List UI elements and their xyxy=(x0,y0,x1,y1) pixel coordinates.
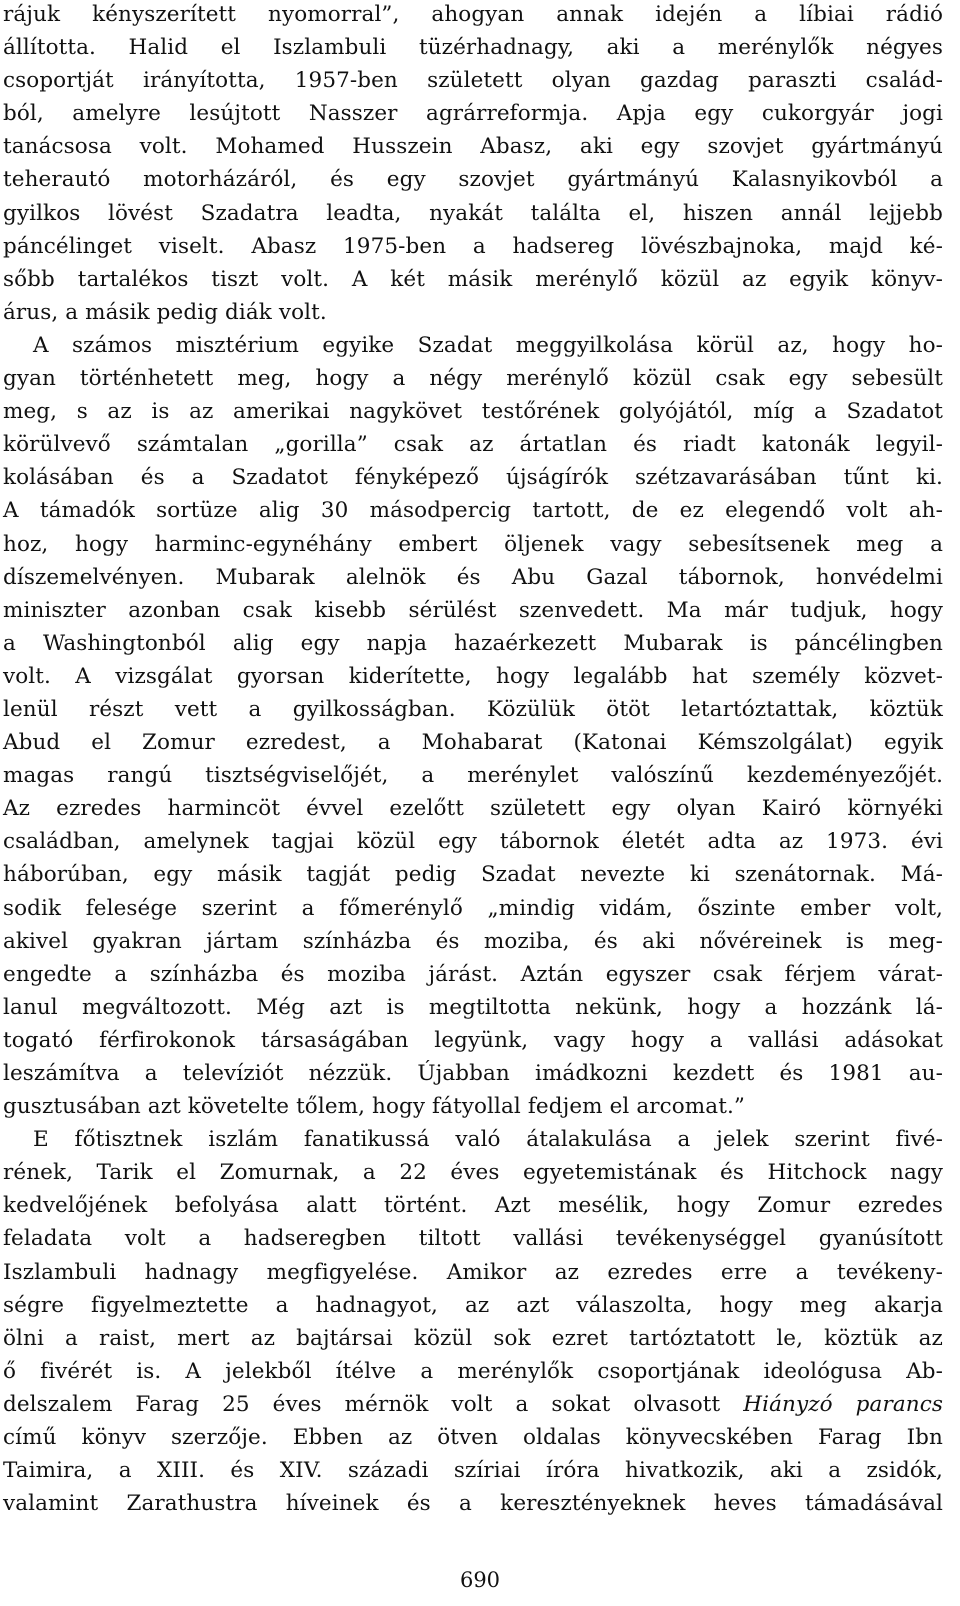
line-text: leszámítva a televíziót nézzük. Újabban imádkozni kezdett és 1981 au- xyxy=(3,1061,943,1086)
body-text xyxy=(3,0,943,1520)
text-line xyxy=(3,1454,943,1487)
text-line xyxy=(3,594,943,627)
text-line xyxy=(3,263,943,296)
page-number: 690 xyxy=(459,1568,501,1592)
text-line xyxy=(3,726,943,759)
text-line xyxy=(3,1123,943,1156)
line-text: lanul megváltozott. Még azt is megtiltotta nekünk, hogy a hozzánk lá- xyxy=(3,994,943,1020)
line-text: Az ezredes harmincöt évvel ezelőtt született egy olyan Kairó környéki xyxy=(3,796,943,822)
line-text: gyan történhetett meg, hogy a négy merénylő közül csak egy sebesült xyxy=(3,366,943,392)
text-line xyxy=(3,461,943,494)
text-line xyxy=(3,1487,943,1520)
line-text: togató férfirokonok társaságában legyünk, vagy hogy a vallási adásokat xyxy=(3,1027,943,1053)
line-text: akivel gyakran jártam színházba és moziba, és aki nővéreinek is meg- xyxy=(3,928,943,954)
line-text: teherautó motorházáról, és egy szovjet gyártmányú Kalasnyikovból a xyxy=(3,167,943,193)
line-text: című könyv szerzője. Ebben az ötven oldalas könyvecskében Farag Ibn xyxy=(3,1425,943,1451)
text-line xyxy=(3,1057,943,1090)
text-line xyxy=(3,97,943,130)
text-line xyxy=(3,1322,943,1355)
text-line xyxy=(3,1289,943,1322)
line-text: Abud el Zomur ezredest, a Mohabarat (Katonai Kémszolgálat) egyik xyxy=(3,730,943,756)
line-text: kolásában és a Szadatot fényképező újságírók szétzavarásában tűnt ki. xyxy=(3,465,943,491)
line-text: magas rangú tisztségviselőjét, a merénylet valószínű kezdeményezőjét. xyxy=(3,763,943,789)
text-line xyxy=(3,197,943,230)
line-text: engedte a színházba és moziba járást. Aztán egyszer csak férjem várat- xyxy=(3,961,943,987)
line-text: rájuk kényszerített nyomorral”, ahogyan annak idején a líbiai rádió xyxy=(3,2,943,27)
line-text: gusztusában azt követelte tőlem, hogy fátyollal fedjem el arcomat.” xyxy=(3,1094,745,1120)
line-text: delszalem Farag 25 éves mérnök volt a sokat olvasott xyxy=(3,1391,744,1417)
line-text: E főtisztnek iszlám fanatikussá való átalakulása a jelek szerint fivé- xyxy=(33,1127,943,1153)
text-line xyxy=(3,925,943,958)
italic-title: Hiányzó parancs xyxy=(743,1391,943,1417)
line-text: A számos misztérium egyike Szadat meggyilkolása körül az, hogy ho- xyxy=(33,332,943,358)
text-line xyxy=(3,627,943,660)
line-text: volt. A vizsgálat gyorsan kiderítette, hogy legalább hat személy közvet- xyxy=(3,663,943,689)
line-text: tanácsosa volt. Mohamed Husszein Abasz, aki egy szovjet gyártmányú xyxy=(3,134,943,160)
line-text: csoportját irányította, 1957-ben született olyan gazdag paraszti család- xyxy=(3,68,943,94)
line-text: ölni a raist, mert az bajtársai közül sok ezret tartóztatott le, köztük az xyxy=(3,1325,943,1351)
line-text: sőbb tartalékos tiszt volt. A két másik merénylő közül az egyik könyv- xyxy=(3,266,943,292)
text-line xyxy=(3,1421,943,1454)
text-line xyxy=(3,759,943,792)
line-text: meg, s az is az amerikai nagykövet testőrének golyójától, míg a Szadatot xyxy=(3,399,943,425)
text-line xyxy=(3,991,943,1024)
text-line xyxy=(3,296,943,329)
text-line xyxy=(3,660,943,693)
line-text: ő fivérét is. A jelekből ítélve a merénylők csoportjának ideológusa Ab- xyxy=(3,1358,943,1384)
line-text: feladata volt a hadseregben tiltott vallási tevékenységgel gyanúsított xyxy=(3,1226,943,1252)
text-line xyxy=(3,1156,943,1189)
line-text: miniszter azonban csak kisebb sérülést szenvedett. Ma már tudjuk, hogy xyxy=(3,597,943,623)
line-text: gyilkos lövést Szadatra leadta, nyakát találta el, hiszen annál lejjebb xyxy=(3,200,943,226)
line-text: lenül részt vett a gyilkosságban. Közülük ötöt letartóztattak, köztük xyxy=(3,696,943,722)
line-text: A támadók sortüze alig 30 másodpercig tartott, de ez elegendő volt ah- xyxy=(3,498,943,524)
line-text: valamint Zarathustra híveinek és a keresztényeknek heves támadásával xyxy=(3,1491,943,1517)
text-line xyxy=(3,1024,943,1057)
text-line xyxy=(3,825,943,858)
text-line xyxy=(3,64,943,97)
text-line xyxy=(3,792,943,825)
line-text: páncélinget viselt. Abasz 1975-ben a hadsereg lövészbajnoka, majd ké- xyxy=(3,233,943,259)
text-line xyxy=(3,528,943,561)
text-line xyxy=(3,494,943,527)
text-line xyxy=(3,1090,943,1123)
text-line xyxy=(3,31,943,64)
line-text: hoz, hogy harminc-egynéhány embert öljenek vagy sebesítsenek meg a xyxy=(3,531,943,557)
text-line xyxy=(3,329,943,362)
text-line xyxy=(3,1355,943,1388)
line-text: ból, amelyre lesújtott Nasszer agrárreformja. Apja egy cukorgyár jogi xyxy=(3,101,943,127)
text-line xyxy=(3,428,943,461)
line-text: rének, Tarik el Zomurnak, a 22 éves egyetemistának és Hitchock nagy xyxy=(3,1160,943,1186)
line-text: árus, a másik pedig diák volt. xyxy=(3,299,327,325)
line-text: Taimira, a XIII. és XIV. századi szíriai íróra hivatkozik, aki a zsidók, xyxy=(3,1458,943,1484)
line-text: háborúban, egy másik tagját pedig Szadat nevezte ki szenátornak. Má- xyxy=(3,862,943,888)
text-line xyxy=(3,362,943,395)
line-text: körülvevő számtalan „gorilla” csak az ártatlan és riadt katonák legyil- xyxy=(3,432,943,458)
text-line xyxy=(3,163,943,196)
line-text: családban, amelynek tagjai közül egy tábornok életét adta az 1973. évi xyxy=(3,829,943,855)
text-line xyxy=(3,1256,943,1289)
text-line xyxy=(3,395,943,428)
text-line xyxy=(3,561,943,594)
text-line xyxy=(3,892,943,925)
text-line xyxy=(3,230,943,263)
line-text: ségre figyelmeztette a hadnagyot, az azt válaszolta, hogy meg akarja xyxy=(3,1292,943,1318)
line-text: díszemelvényen. Mubarak alelnök és Abu Gazal tábornok, honvédelmi xyxy=(3,564,943,590)
text-line xyxy=(3,130,943,163)
text-line xyxy=(3,1388,943,1421)
text-line xyxy=(3,1222,943,1255)
text-line xyxy=(3,0,943,31)
text-line xyxy=(3,858,943,891)
line-text: a Washingtonból alig egy napja hazaérkezett Mubarak is páncélingben xyxy=(3,630,943,656)
line-text: kedvelőjének befolyása alatt történt. Azt mesélik, hogy Zomur ezredes xyxy=(3,1193,943,1219)
line-text: állította. Halid el Iszlambuli tüzérhadnagy, aki a merénylők négyes xyxy=(3,35,943,61)
text-line xyxy=(3,958,943,991)
text-line xyxy=(3,1189,943,1222)
line-text: sodik felesége szerint a főmerénylő „mindig vidám, őszinte ember volt, xyxy=(3,895,943,921)
line-text: Iszlambuli hadnagy megfigyelése. Amikor az ezredes erre a tevékeny- xyxy=(3,1259,943,1285)
text-line xyxy=(3,693,943,726)
